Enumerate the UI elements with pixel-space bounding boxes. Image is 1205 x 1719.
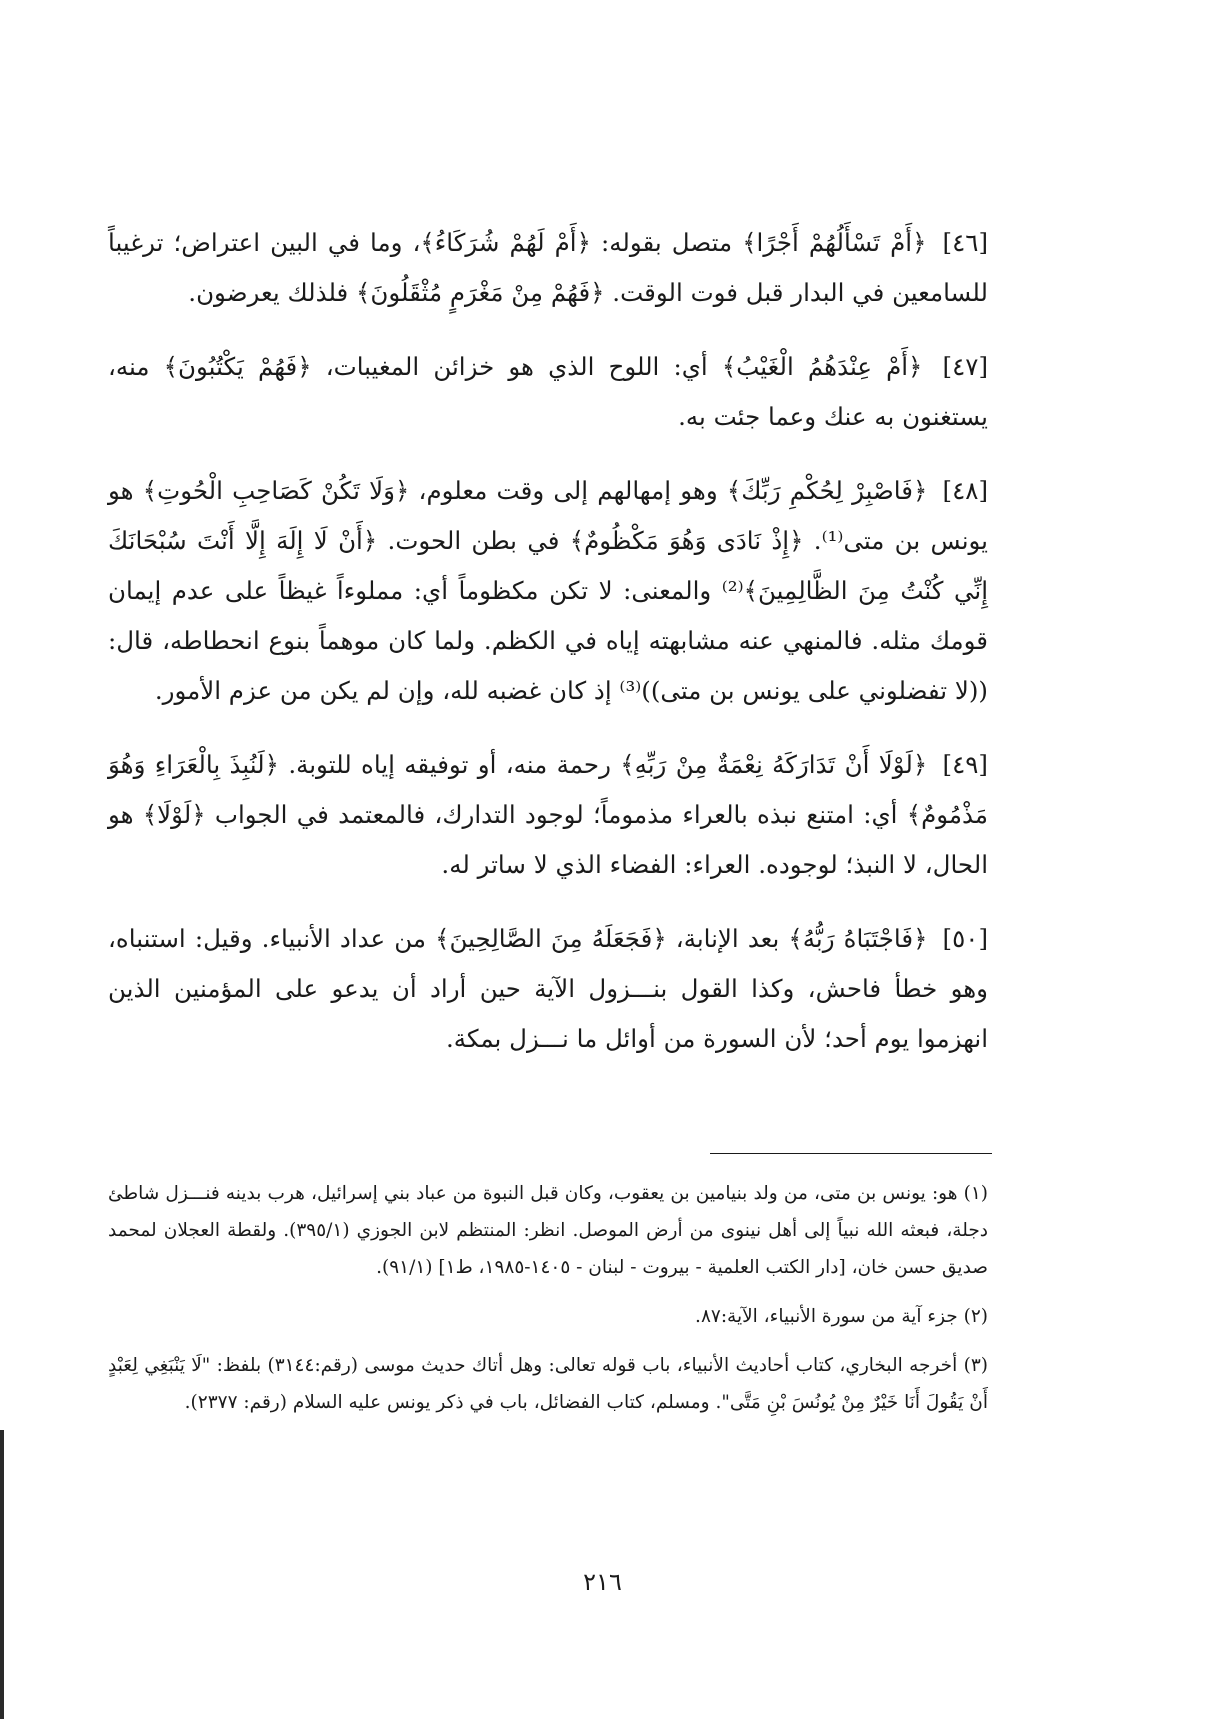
paragraph-text: ﴿فَاجْتَبَاهُ رَبُّهُ﴾ بعد الإنابة، ﴿فَجَعَلَهُ مِنَ الصَّالِحِينَ﴾ من عداد الأنبياء. وقيل: استنباه، وهو خطأ فاحش، وكذا القول بنـــزول الآية حين أراد أن يدعو على المؤمنين الذين انهزموا يوم أحد؛ لأن السورة من أوائل ما نـــزل بمكة. [108, 924, 988, 1053]
paragraph-text: ﴿فَاصْبِرْ لِحُكْمِ رَبِّكَ﴾ وهو إمهالهم إلى وقت معلوم، ﴿وَلَا تَكُنْ كَصَاحِبِ الْحُوتِ﴾ هو يونس بن متى⁽¹⁾. ﴿إِذْ نَادَى وَهُوَ مَكْظُومٌ﴾ في بطن الحوت. ﴿أَنْ لَا إِلَهَ إِلَّا أَنْتَ سُبْحَانَكَ إِنِّي كُنْتُ مِنَ الظَّالِمِينَ﴾⁽²⁾ والمعنى: لا تكن مكظوماً أي: مملوءاً غيظاً على عدم إيمان قومك مثله. فالمنهي عنه مشابهته إياه في الكظم. ولما كان موهماً بنوع انحطاطه، قال: ((لا تفضلوني على يونس بن متى))⁽³⁾ إذ كان غضبه لله، وإن لم يكن من عزم الأمور. [108, 476, 989, 705]
verse-number: [٤٨] [942, 476, 988, 505]
paragraph-46 [108, 218, 988, 318]
footnote-divider [710, 1153, 992, 1154]
footnote-2: (٢) جزء آية من سورة الأنبياء، الآية:٨٧. [695, 1306, 988, 1327]
verse-number: [٤٧] [942, 352, 988, 381]
paragraph-49 [108, 740, 988, 890]
verse-number: [٤٦] [942, 228, 988, 257]
verse-number: [٥٠] [942, 924, 988, 953]
scan-edge-shadow [0, 1430, 4, 1719]
page-number: ٢١٦ [583, 1568, 622, 1596]
main-text [108, 218, 988, 1088]
footnotes [108, 1175, 988, 1433]
footnote-3: (٣) أخرجه البخاري، كتاب أحاديث الأنبياء، باب قوله تعالى: وهل أتاك حديث موسى (رقم:٣١٤٤) بلفظ: "لَا يَنْبَغِي لِعَبْدٍ أَنْ يَقُولَ أَنَا خَيْرٌ مِنْ يُونُسَ بْنِ مَتَّى". ومسلم، كتاب الفضائل، باب في ذكر يونس عليه السلام (رقم: ٢٣٧٧). [108, 1355, 988, 1413]
footnote-1: (١) هو: يونس بن متى، من ولد بنيامين بن يعقوب، وكان قبل النبوة من عباد بني إسرائيل، هرب بدينه فنـــزل شاطئ دجلة، فبعثه الله نبياً إلى أهل نينوى من أرض الموصل. انظر: المنتظم لابن الجوزي (٣٩٥/١). ولقطة العجلان لمحمد صديق حسن خان، [دار الكتب العلمية - بيروت - لبنان - ١٤٠٥-١٩٨٥، ط١] (٩١/١). [108, 1183, 989, 1278]
paragraph-text: ﴿لَوْلَا أَنْ تَدَارَكَهُ نِعْمَةٌ مِنْ رَبِّهِ﴾ رحمة منه، أو توفيقه إياه للتوبة. ﴿لَنُبِذَ بِالْعَرَاءِ وَهُوَ مَذْمُومٌ﴾ أي: امتنع نبذه بالعراء مذموماً؛ لوجود التدارك، فالمعتمد في الجواب ﴿لَوْلَا﴾ هو الحال، لا النبذ؛ لوجوده. العراء: الفضاء الذي لا ساتر له. [108, 750, 988, 879]
paragraph-48 [108, 466, 988, 716]
paragraph-50 [108, 914, 988, 1064]
paragraph-47 [108, 342, 988, 442]
paragraph-text: ﴿أَمْ تَسْأَلُهُمْ أَجْرًا﴾ متصل بقوله: ﴿أَمْ لَهُمْ شُرَكَاءُ﴾، وما في البين اعتراض؛ ترغيباً للسامعين في البدار قبل فوت الوقت. ﴿فَهُمْ مِنْ مَغْرَمٍ مُثْقَلُونَ﴾ فلذلك يعرضون. [108, 228, 988, 307]
verse-number: [٤٩] [942, 750, 988, 779]
paragraph-text: ﴿أَمْ عِنْدَهُمُ الْغَيْبُ﴾ أي: اللوح الذي هو خزائن المغيبات، ﴿فَهُمْ يَكْتُبُونَ﴾ منه، يستغنون به عنك وعما جئت به. [108, 352, 988, 431]
